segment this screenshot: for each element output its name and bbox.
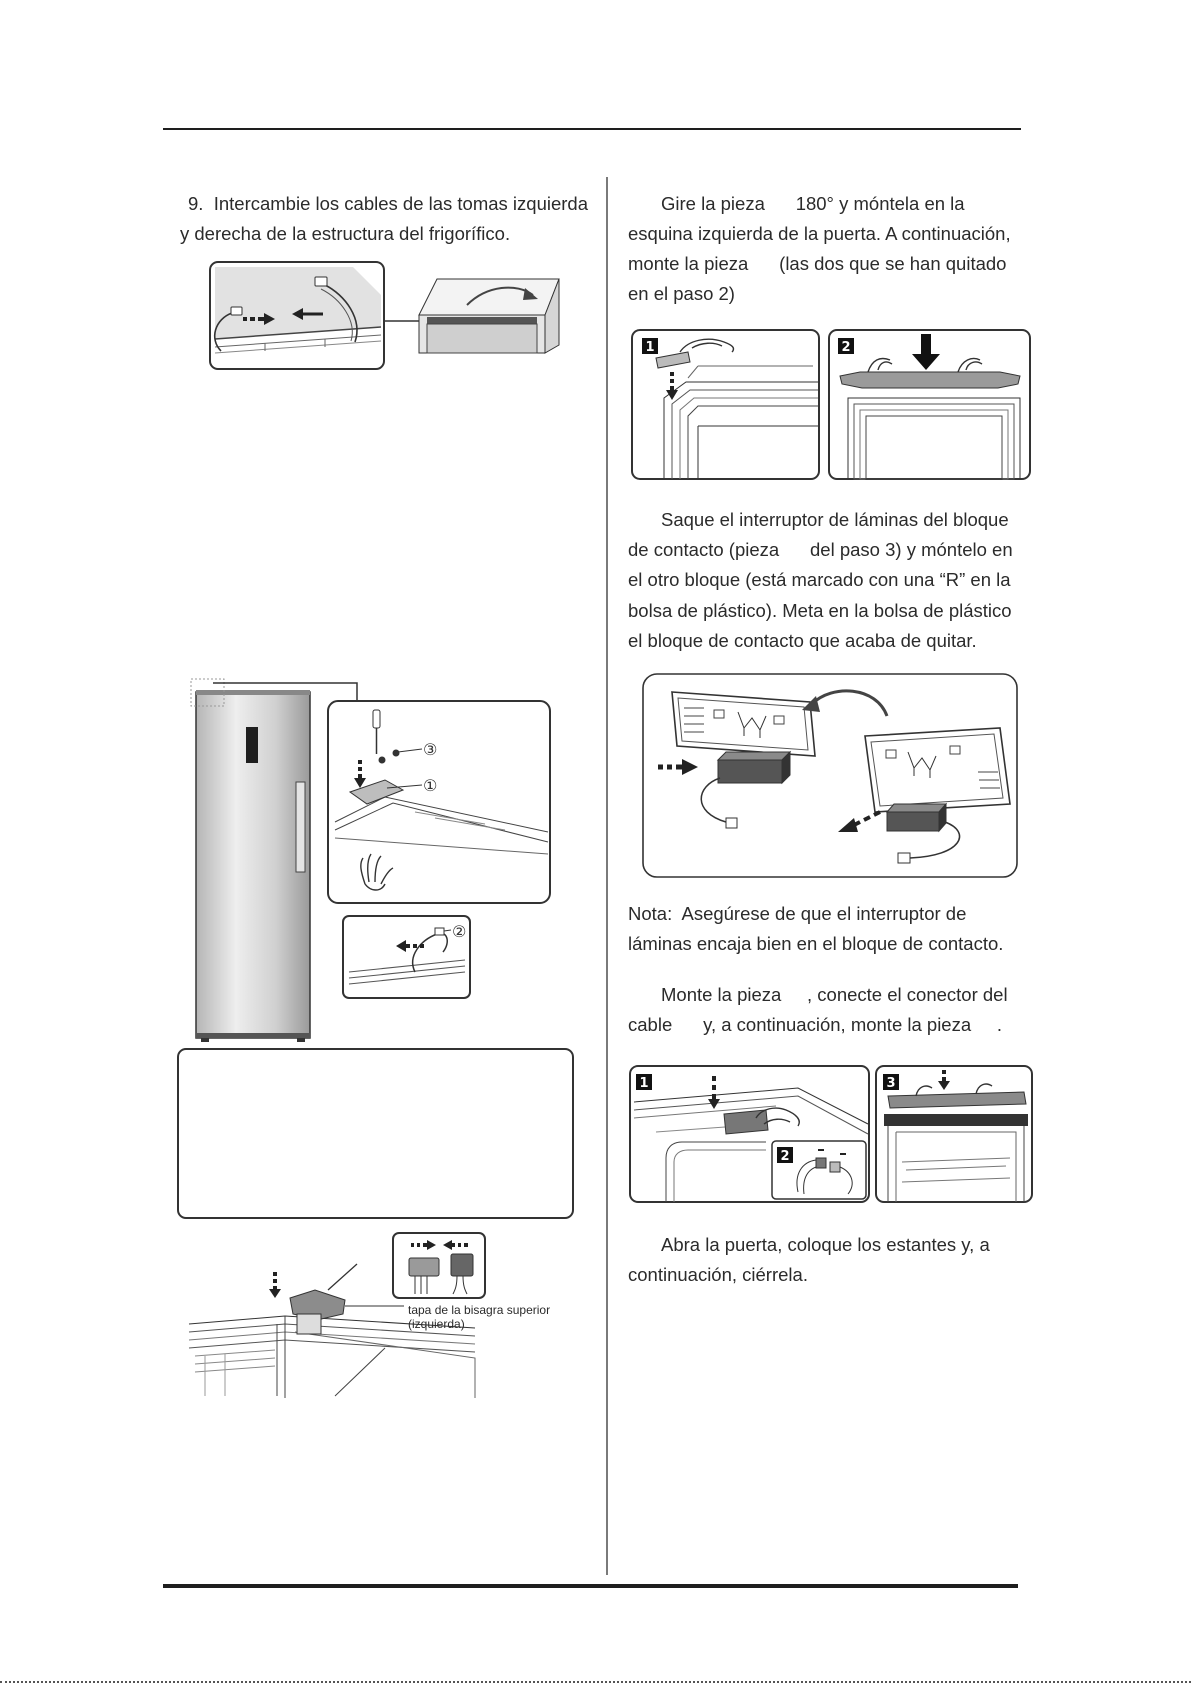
part-piece [724,1110,768,1134]
close-door-line-2: continuación, ciérrela. [628,1264,808,1285]
note-line-2: láminas encaja bien en el bloque de contacto. [628,933,1004,954]
mount-part-line-2: cable y, a continuación, monte la pieza . [628,1014,1002,1035]
connector-detail-panel [393,1233,485,1298]
reed-switch-line-4: bolsa de plástico). Meta en la bolsa de plástico [628,600,1012,621]
hinge-cover-label-side: (izquierda) [408,1317,465,1331]
note-line-1: Nota: Asegúrese de que el interruptor de [628,903,967,924]
fridge-top-illustration [419,279,559,353]
step-label-2: 2 [841,340,851,355]
cable-detail-panel [343,916,470,998]
door-parts-step-2 [829,330,1030,479]
step-label-2: 2 [780,1149,790,1164]
empty-panel [177,1048,574,1219]
reed-switch-line-3: el otro bloque (está marcado con una “R” en la [628,569,1011,590]
cable-swap-figure [205,255,570,375]
step-label-1: 1 [645,340,655,355]
cable-line [328,1264,357,1290]
contact-block-plate-new [865,728,1010,812]
step-label-3: 3 [886,1076,896,1091]
connector-left [409,1258,439,1276]
mount-step-2 [772,1141,866,1199]
reed-switch-line-5: el bloque de contacto que acaba de quitar. [628,630,977,651]
rotate-part-line-4: en el paso 2) [628,283,735,304]
fridge-illustration [196,690,310,1042]
connector-right [451,1254,473,1276]
callout-3: ③ [423,740,438,759]
reed-switch-line-2: de contacto (pieza del paso 3) y móntelo en [628,539,1013,560]
step9-line-1: 9. Intercambie los cables de las tomas izquierda [188,193,589,214]
arrow-down-icon [269,1272,281,1298]
footer-rule [163,1584,1018,1588]
fridge-hinge-figure [185,672,585,1052]
step-label-1: 1 [639,1076,649,1091]
bar-part [840,372,1020,388]
mount-step-3 [876,1066,1032,1202]
callout-1: ① [423,776,438,795]
rotate-part-line-1: Gire la pieza 180° y móntela en la [661,193,965,214]
mount-part-figure [626,1062,1036,1206]
header-rule [163,128,1021,130]
reed-switch-line-1: Saque el interruptor de láminas del bloque [661,509,1009,530]
screw-icon [393,750,400,757]
rotate-part-line-3: monte la pieza (las dos que se han quitado [628,253,1007,274]
hinge-detail-panel [328,701,550,903]
column-divider [606,177,608,1575]
hinge-cover-label: tapa de la bisagra superior [408,1303,551,1317]
screw-icon [379,757,386,764]
door-parts-step-1 [632,330,819,479]
step9-line-2: y derecha de la estructura del frigorífico. [180,223,511,244]
callout-2: ② [452,922,467,941]
scan-edge [0,1681,1191,1683]
close-door-line-1: Abra la puerta, coloque los estantes y, a [661,1234,990,1255]
rotate-part-line-2: esquina izquierda de la puerta. A continuación, [628,223,1011,244]
door-parts-figure [628,326,1034,483]
mount-part-line-1: Monte la pieza , conecte el conector del [661,984,1008,1005]
hinge-base [297,1314,321,1334]
contact-block-plate-old [672,692,815,756]
reed-switch-figure [640,670,1020,882]
